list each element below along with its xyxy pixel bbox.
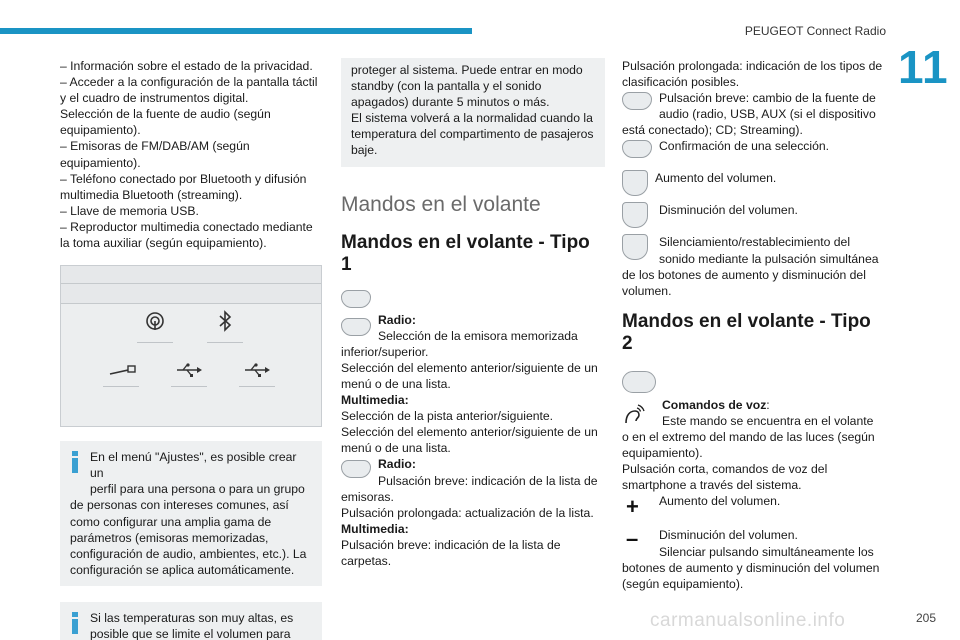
aux-cable-icon xyxy=(105,362,141,380)
radio-item xyxy=(341,312,605,344)
text-line: Selección de la fuente de audio (según xyxy=(60,107,271,122)
text-line: inferior/superior. xyxy=(341,344,429,359)
subsection-heading: Mandos en el volante - Tipo 2 xyxy=(622,310,871,354)
text-line: temperatura del compartimento de pasajeros xyxy=(351,127,594,142)
divider xyxy=(103,386,139,387)
text-line: Selección de la pista anterior/siguiente. xyxy=(341,409,554,424)
text-line: Selección del elemento anterior/siguiente de un xyxy=(341,360,598,375)
text-line: está conectado); CD; Streaming). xyxy=(622,123,803,138)
page-number: 205 xyxy=(915,611,936,625)
text-line: Selección del elemento anterior/siguiente de un xyxy=(341,425,598,440)
text-line: audio (radio, USB, AUX (si el dispositivo xyxy=(659,107,876,122)
volume-plus-item xyxy=(622,493,884,527)
radio-list-item xyxy=(341,456,605,488)
divider xyxy=(171,386,207,387)
text-line: menú o de una lista. xyxy=(341,376,451,391)
item-label: Comandos de voz xyxy=(662,397,767,412)
text-line: El sistema volverá a la normalidad cuando la xyxy=(351,111,593,126)
column-2 xyxy=(341,58,605,569)
divider xyxy=(239,386,275,387)
item-label: Multimedia: xyxy=(341,521,409,536)
text-line: Este mando se encuentra en el volante xyxy=(662,413,874,428)
text-line: de los botones de aumento y disminución del xyxy=(622,267,866,282)
text-line: equipamiento). xyxy=(60,155,141,170)
text-line: carpetas. xyxy=(341,553,392,568)
text-line: – Teléfono conectado por Bluetooth y difusión xyxy=(60,171,307,186)
audio-source-figure xyxy=(60,265,322,427)
text-line: smartphone a través del sistema. xyxy=(622,478,802,493)
info-note-profiles xyxy=(60,441,322,586)
text-line: equipamiento). xyxy=(60,123,141,138)
steering-button-icon xyxy=(622,202,648,228)
text-line: baje. xyxy=(351,143,378,158)
steering-button-icon xyxy=(341,318,371,336)
usb-icon xyxy=(239,362,275,380)
info-icon xyxy=(72,612,78,634)
column-3 xyxy=(622,58,884,592)
confirm-item xyxy=(622,138,884,170)
voice-command-icon xyxy=(622,401,648,429)
mute-item xyxy=(622,234,884,266)
steering-control-figure xyxy=(341,290,605,312)
text-line: Silenciamiento/restablecimiento del xyxy=(659,235,851,250)
text-line: – Acceder a la configuración de la pantalla táctil xyxy=(60,75,318,90)
text-line: Selección de la emisora memorizada xyxy=(378,328,578,343)
watermark: carmanualsonline.info xyxy=(650,610,846,631)
item-label: Radio: xyxy=(378,312,416,327)
text-line: emisoras. xyxy=(341,489,394,504)
text-line: configuración de audio, ambientes, etc.). La xyxy=(70,546,307,561)
text-line: menú o de una lista. xyxy=(341,441,451,456)
text-line: Confirmación de una selección. xyxy=(659,139,830,154)
label-colon: : xyxy=(766,397,770,412)
text-line: Pulsación prolongada: indicación de los tipos de xyxy=(622,59,883,73)
text-line: Pulsación prolongada: actualización de la lista. xyxy=(341,505,594,520)
text-line: Disminución del volumen. xyxy=(659,203,798,218)
text-line: apagados) durante 5 minutos o más. xyxy=(351,95,550,110)
text-line: Pulsación breve: cambio de la fuente de xyxy=(659,91,876,106)
text-line: Aumento del volumen. xyxy=(659,494,781,509)
text-line: standby (con la pantalla y el sonido xyxy=(351,79,542,94)
steering-button-icon xyxy=(622,170,648,196)
steering-control-icon xyxy=(622,371,656,393)
plus-icon: + xyxy=(626,494,639,520)
item-label: Radio: xyxy=(378,457,416,472)
steering-button-icon xyxy=(622,92,652,110)
text-line: sonido mediante la pulsación simultánea xyxy=(659,251,879,266)
text-line: volumen. xyxy=(622,283,672,298)
text-line: o en el extremo del mando de las luces (según xyxy=(622,430,875,445)
text-line: botones de aumento y disminución del volumen xyxy=(622,560,880,575)
text-line: Pulsación breve: indicación de la lista de xyxy=(378,473,598,488)
text-line: Silenciar pulsando simultáneamente los xyxy=(659,544,874,559)
text-line: de personas con intereses comunes, así xyxy=(70,498,289,513)
figure-bar xyxy=(61,266,321,284)
volume-down-item xyxy=(622,202,884,234)
text-line: la toma auxiliar (según equipamiento). xyxy=(60,236,267,251)
text-line: perfil para una persona o para un grupo xyxy=(90,482,305,497)
header-accent-bar xyxy=(0,28,472,34)
volume-minus-item xyxy=(622,527,884,559)
bluetooth-icon xyxy=(207,310,243,334)
section-heading: Mandos en el volante xyxy=(341,192,541,216)
text-line: posible que se limite el volumen para xyxy=(90,626,291,640)
source-item xyxy=(622,90,884,122)
info-note-temperature xyxy=(60,602,322,640)
divider xyxy=(207,342,243,343)
chapter-number: 11 xyxy=(898,41,949,93)
text-line: como configurar una amplia gama de xyxy=(70,514,272,529)
steering-button-icon xyxy=(622,140,652,158)
steering-control-figure xyxy=(622,371,884,397)
text-line: equipamiento). xyxy=(622,446,703,461)
minus-icon: – xyxy=(626,526,639,552)
text-line: – Reproductor multimedia conectado mediante xyxy=(60,219,313,234)
steering-button-icon xyxy=(341,460,371,478)
wireless-charging-icon xyxy=(137,310,173,334)
text-line: multimedia Bluetooth (streaming). xyxy=(60,187,243,202)
steering-button-icon xyxy=(622,234,648,260)
figure-bar xyxy=(61,284,321,304)
text-line: – Llave de memoria USB. xyxy=(60,203,199,218)
subsection-heading: Mandos en el volante - Tipo 1 xyxy=(341,231,590,275)
text-line: – Emisoras de FM/DAB/AM (según xyxy=(60,139,250,154)
usb-icon xyxy=(171,362,207,380)
text-line: clasificación posibles. xyxy=(622,75,740,90)
text-line: Pulsación breve: indicación de la lista de xyxy=(341,537,561,552)
text-line: (según equipamiento). xyxy=(622,576,744,591)
info-icon xyxy=(72,451,78,473)
divider xyxy=(137,342,173,343)
text-line: Disminución del volumen. xyxy=(659,528,798,543)
header-title: PEUGEOT Connect Radio xyxy=(744,24,886,38)
volume-up-item xyxy=(622,170,884,202)
info-note-continued xyxy=(341,58,605,167)
text-line: Aumento del volumen. xyxy=(655,171,777,186)
item-label: Multimedia: xyxy=(341,393,409,408)
source-panel xyxy=(61,304,321,426)
text-line: configuración se aplica automáticamente. xyxy=(70,562,295,577)
column-1 xyxy=(60,58,322,640)
steering-control-icon xyxy=(341,290,371,308)
text-line: Si las temperaturas son muy altas, es xyxy=(90,610,294,625)
text-line: – Información sobre el estado de la privacidad. xyxy=(60,59,313,73)
text-line: parámetros (emisoras memorizadas, xyxy=(70,530,269,545)
text-line: En el menú "Ajustes", es posible crear un xyxy=(90,450,297,481)
voice-command-item xyxy=(622,397,884,429)
text-line: Pulsación corta, comandos de voz del xyxy=(622,462,828,477)
text-line: y el cuadro de instrumentos digital. xyxy=(60,91,249,106)
text-line: proteger al sistema. Puede entrar en modo xyxy=(351,63,583,77)
